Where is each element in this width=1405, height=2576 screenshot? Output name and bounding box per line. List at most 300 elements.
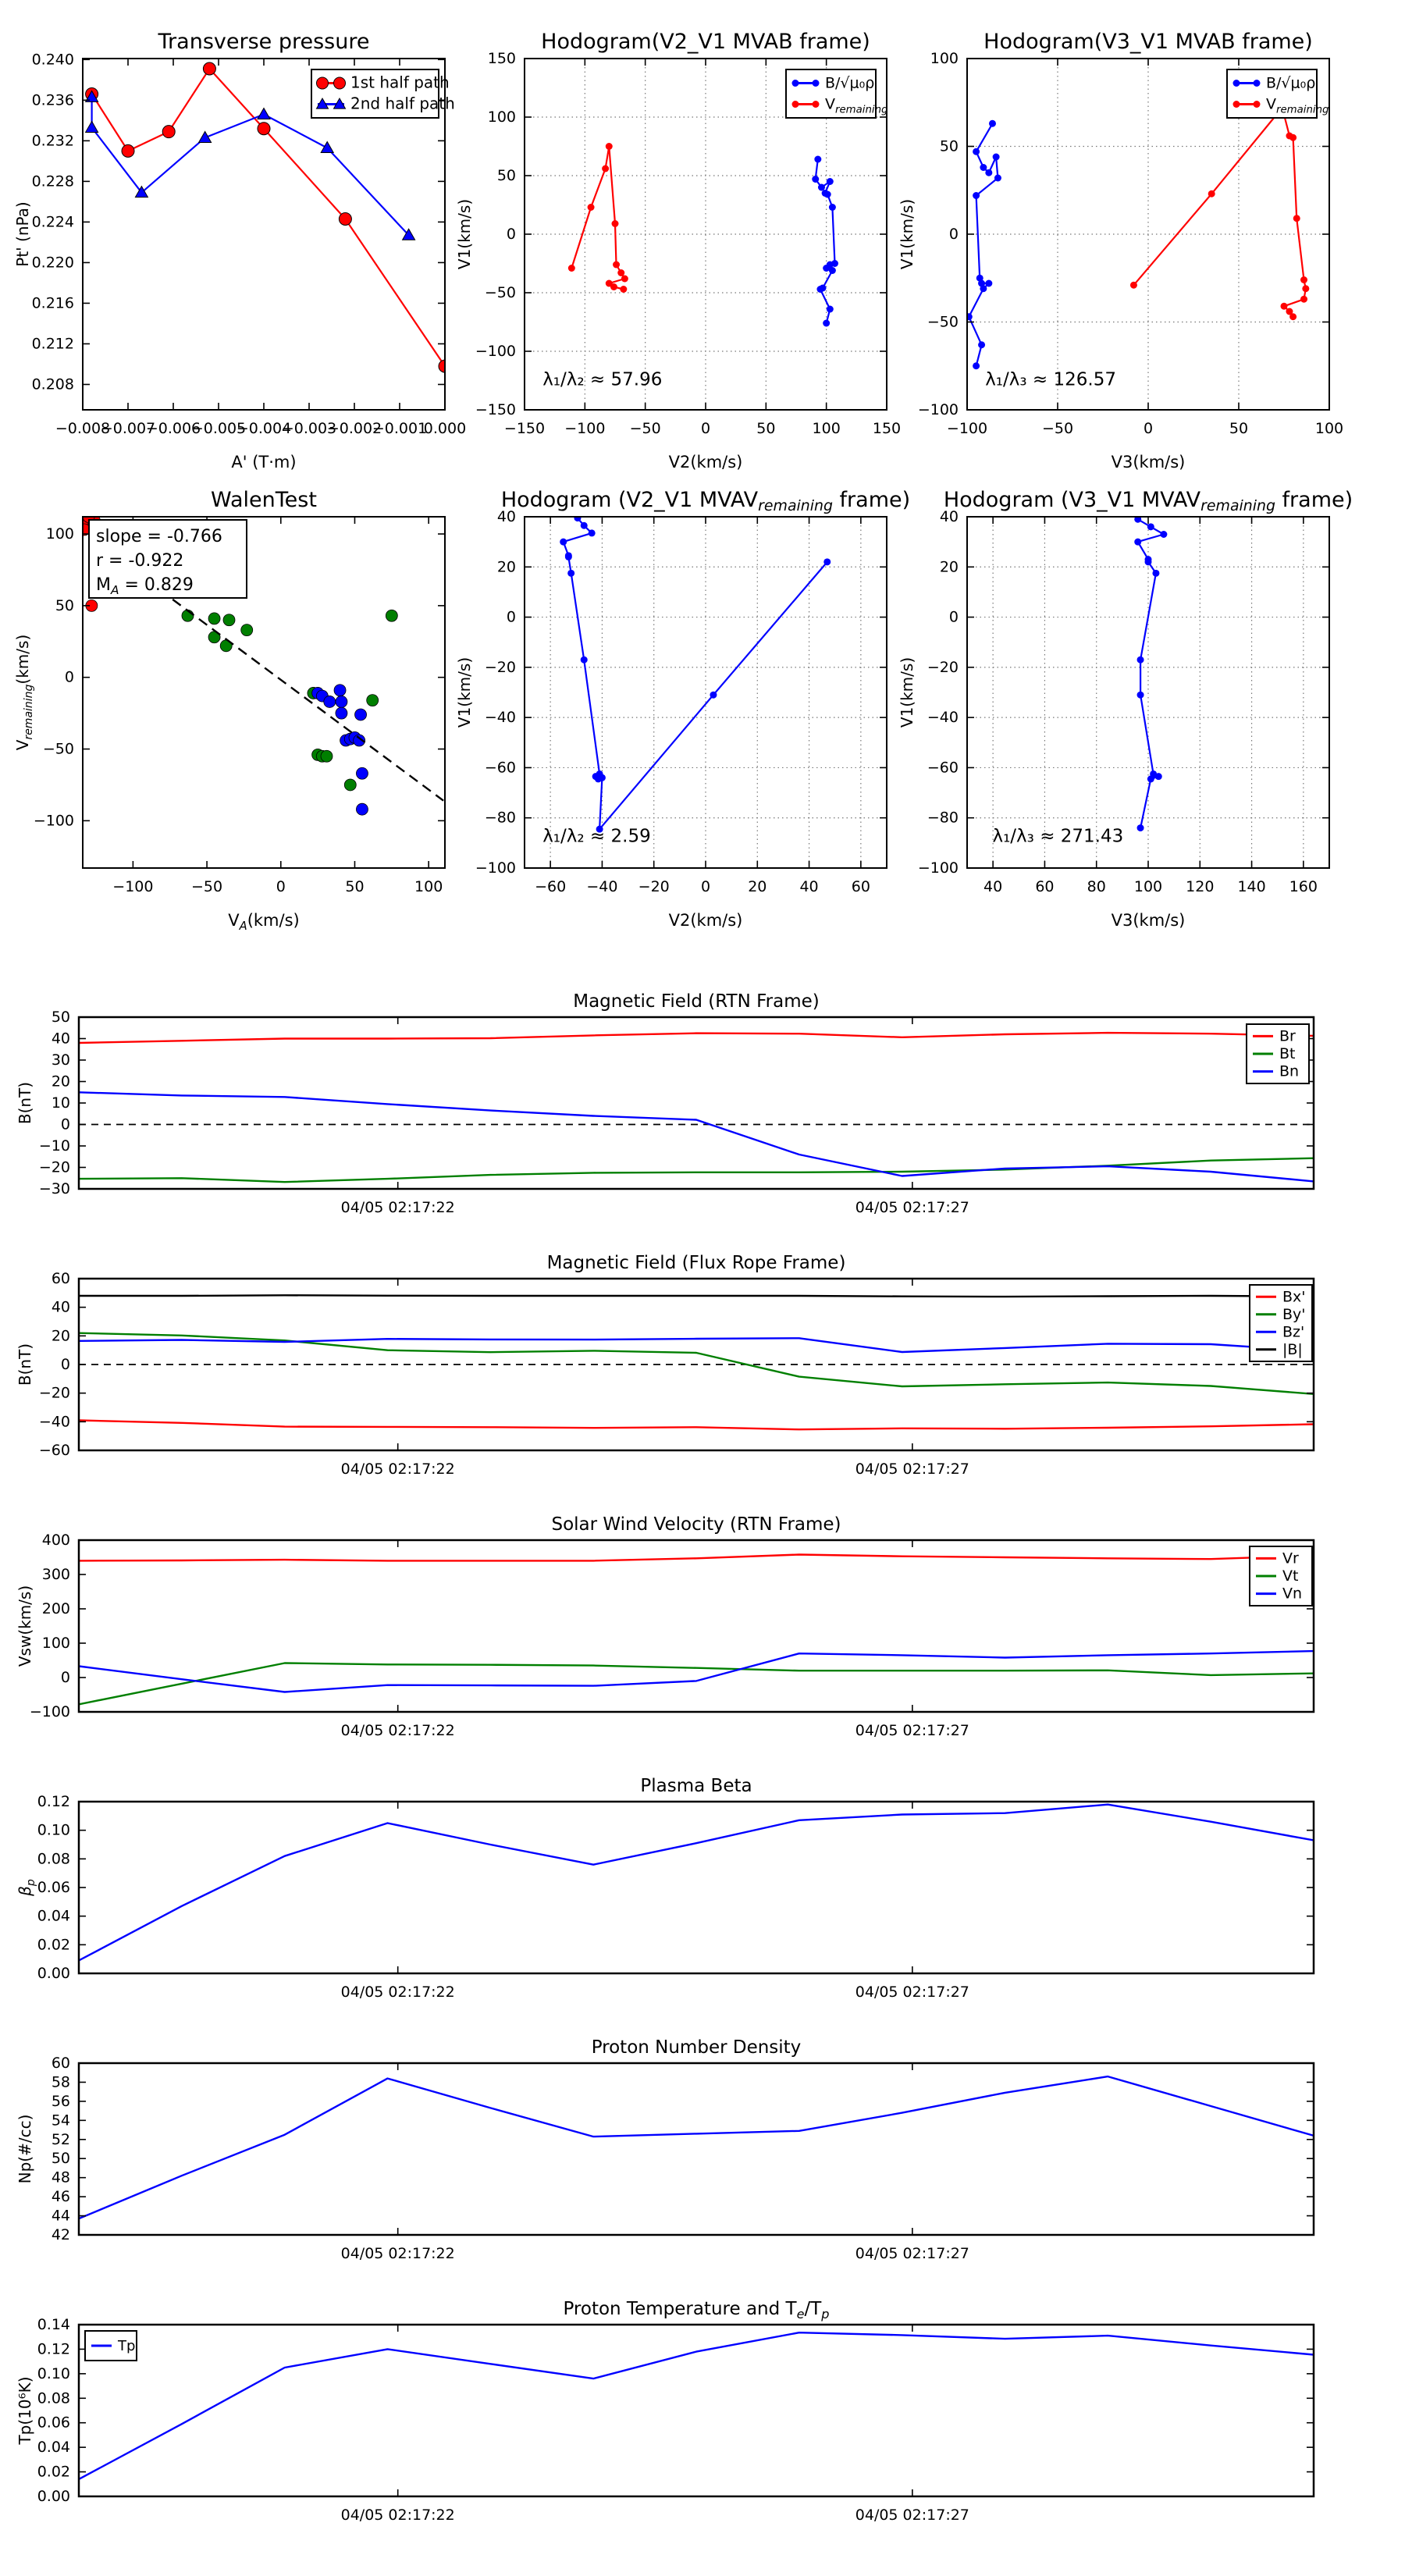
x-tick-label: −100	[946, 420, 988, 437]
x-tick-label: 100	[812, 420, 841, 437]
y-tick-label: 20	[51, 1327, 70, 1345]
y-tick-label: 0.02	[37, 1936, 70, 1954]
scatter-point	[208, 613, 220, 624]
annotation: λ₁/λ₃ ≈ 126.57	[985, 369, 1116, 390]
axes-frame	[79, 2063, 1314, 2235]
y-tick-label: 54	[51, 2112, 70, 2129]
y-tick-label: −150	[475, 401, 516, 418]
y-tick-label: −60	[38, 1442, 70, 1459]
legend-label: 1st half path	[350, 73, 450, 92]
y-tick-label: 150	[487, 50, 516, 67]
y-tick-label: −20	[484, 658, 516, 676]
x-tick-label: −50	[629, 420, 661, 437]
scatter-point	[336, 707, 347, 719]
data-point-marker	[602, 165, 609, 173]
chart-title: Hodogram(V3_V1 MVAB frame)	[984, 30, 1313, 54]
y-tick-label: 100	[930, 50, 959, 67]
y-tick-label: 0.14	[37, 2316, 70, 2333]
data-point-marker	[814, 156, 821, 163]
y-tick-label: 50	[496, 167, 516, 184]
y-tick-label: 0.06	[37, 2414, 70, 2432]
x-axis-label: V2(km/s)	[668, 453, 743, 471]
y-tick-label: 0.12	[37, 2340, 70, 2358]
y-tick-label: 44	[51, 2207, 70, 2225]
y-tick-label: −40	[38, 1413, 70, 1431]
x-tick-label: −100	[112, 878, 154, 895]
legend	[1227, 69, 1329, 118]
data-point-marker	[258, 109, 270, 119]
chart-title: Proton Temperature and $T_e/T_p$	[563, 2299, 830, 2322]
data-point-marker	[565, 553, 572, 560]
data-point-marker	[1289, 134, 1297, 141]
axes-frame	[79, 2325, 1314, 2496]
series-line	[79, 2332, 1314, 2479]
scatter-point	[336, 696, 347, 707]
y-tick-label: 0.212	[31, 335, 74, 353]
y-axis-label: Tp(10⁶K)	[16, 2376, 34, 2445]
data-point-marker	[122, 144, 134, 157]
axis-ticks	[475, 508, 887, 895]
axis-ticks	[39, 1270, 1314, 1478]
scatter-point	[344, 779, 356, 791]
data-point-marker	[973, 362, 980, 369]
legend	[1250, 1546, 1312, 1606]
y-tick-label: 0.240	[31, 51, 74, 69]
chart-title: Plasma Beta	[640, 1776, 752, 1796]
scatter-point	[223, 614, 235, 626]
y-tick-label: 0.224	[31, 213, 74, 231]
x-tick-label: −0.002	[326, 420, 382, 437]
data-point-marker	[203, 62, 215, 75]
data-point-marker	[258, 123, 270, 135]
data-point-marker	[823, 320, 830, 327]
data-point-marker	[816, 286, 823, 293]
data-point-marker	[1293, 215, 1300, 222]
data-point-marker	[567, 570, 574, 577]
legend-label: Vt	[1282, 1567, 1299, 1585]
data-point-marker	[1233, 80, 1240, 87]
x-tick-label: −40	[586, 878, 618, 895]
y-tick-label: −20	[38, 1158, 70, 1176]
x-tick-label: 04/05 02:17:27	[855, 1461, 969, 1478]
axis-ticks	[52, 2055, 1314, 2262]
series-Br	[79, 1033, 1314, 1043]
y-tick-label: −20	[927, 658, 959, 676]
y-tick-label: 20	[496, 558, 516, 576]
legend	[311, 69, 455, 118]
series-V-remaining-	[568, 143, 628, 293]
y-tick-label: 50	[51, 1009, 70, 1026]
data-point-marker	[818, 184, 825, 191]
legend-label: Vr	[1282, 1550, 1299, 1567]
chart-title: Solar Wind Velocity (RTN Frame)	[551, 1514, 841, 1535]
y-tick-label: 50	[55, 596, 74, 614]
y-tick-label: −100	[29, 1703, 70, 1720]
data-point-marker	[710, 692, 717, 699]
annotation: λ₁/λ₂ ≈ 2.59	[542, 826, 651, 847]
y-tick-label: 0.06	[37, 1879, 70, 1896]
legend-label: 2nd half path	[350, 94, 455, 113]
plot-data	[79, 1555, 1314, 1705]
data-point-marker	[581, 522, 588, 529]
y-tick-label: 0.232	[31, 132, 74, 150]
y-tick-label: −10	[38, 1137, 70, 1155]
x-tick-label: 150	[872, 420, 902, 437]
data-point-marker	[1155, 773, 1162, 780]
y-tick-label: 50	[51, 2150, 70, 2168]
data-point-marker	[617, 269, 624, 276]
x-tick-label: 04/05 02:17:22	[340, 1199, 455, 1216]
x-tick-label: −0.004	[236, 420, 292, 437]
scatter-point	[356, 767, 368, 779]
data-point-marker	[560, 539, 567, 546]
y-tick-label: −50	[484, 284, 516, 301]
chart-title: Hodogram (V3_V1 MVAVremaining frame)	[943, 488, 1353, 514]
series-Np	[79, 2076, 1314, 2218]
x-tick-label: −50	[1041, 420, 1074, 437]
y-axis-label: B(nT)	[16, 1343, 34, 1386]
x-axis-label: V3(km/s)	[1111, 911, 1186, 930]
x-tick-label: −60	[535, 878, 567, 895]
data-point-marker	[827, 306, 834, 313]
y-tick-label: 0	[64, 668, 74, 686]
y-tick-label: −30	[38, 1180, 70, 1197]
x-tick-label: 04/05 02:17:27	[855, 2245, 969, 2262]
series-Bn	[79, 1092, 1314, 1181]
y-axis-label: V1(km/s)	[898, 198, 916, 270]
y-tick-label: −100	[475, 343, 516, 360]
data-point-marker	[1147, 775, 1154, 782]
data-point-marker	[589, 529, 596, 536]
x-tick-label: 04/05 02:17:22	[340, 1722, 455, 1739]
scatter-point	[367, 695, 379, 706]
x-tick-label: 140	[1237, 878, 1266, 895]
x-tick-label: 04/05 02:17:22	[340, 1984, 455, 2001]
data-point-marker	[985, 280, 992, 287]
x-tick-label: 40	[799, 878, 819, 895]
series-beta-p	[79, 1805, 1314, 1961]
series-Vr	[79, 1555, 1314, 1561]
y-tick-label: 100	[41, 1635, 70, 1652]
scatter-point	[241, 624, 253, 636]
legend-label: $V_{remaining}$	[825, 95, 888, 116]
axes-frame	[79, 1017, 1314, 1189]
panel-proton-temperature	[16, 2299, 1314, 2524]
fit-line	[146, 580, 443, 801]
plot-data	[1134, 516, 1167, 831]
series-line	[79, 1295, 1314, 1297]
y-tick-label: 0	[60, 1115, 70, 1133]
series-line	[79, 1555, 1314, 1561]
x-tick-label: −0.003	[281, 420, 337, 437]
x-axis-label: A' (T·m)	[231, 453, 297, 471]
data-point-marker	[1160, 531, 1167, 538]
scatter-point	[334, 685, 346, 696]
data-point-marker	[829, 204, 836, 211]
plot-data	[966, 105, 1310, 370]
y-tick-label: −80	[927, 809, 959, 827]
x-tick-label: 100	[414, 878, 443, 895]
panel-hodogram-v3v1-mvav	[898, 488, 1353, 930]
data-point-marker	[1147, 523, 1154, 530]
y-tick-label: 0	[948, 608, 959, 626]
stats-line: r = -0.922	[96, 551, 184, 571]
data-point-marker	[1289, 313, 1297, 320]
data-point-marker	[823, 558, 831, 565]
data-point-marker	[1254, 80, 1261, 87]
y-tick-label: 0	[60, 1669, 70, 1686]
y-tick-label: −50	[927, 313, 959, 331]
y-tick-label: −100	[475, 859, 516, 877]
data-point-marker	[1137, 824, 1144, 831]
data-point-marker	[1137, 656, 1144, 664]
scatter-point	[355, 709, 367, 720]
y-tick-label: 0	[60, 1356, 70, 1373]
data-point-marker	[621, 276, 628, 283]
data-point-marker	[823, 265, 830, 272]
x-tick-label: 100	[1314, 420, 1344, 437]
x-axis-label: V3(km/s)	[1111, 453, 1186, 471]
y-axis-label: $V_{remaining}(km/s)$	[13, 634, 35, 751]
y-tick-label: 0.08	[37, 1850, 70, 1868]
y-tick-label: 0	[506, 608, 516, 626]
scatter-outward-points	[182, 610, 397, 791]
series-line	[79, 1092, 1314, 1181]
x-tick-label: 04/05 02:17:22	[340, 2507, 455, 2524]
series-line	[969, 123, 998, 366]
series-line	[79, 2076, 1314, 2218]
x-tick-label: 0	[1143, 420, 1154, 437]
panel-hodogram-v2v1-mvav	[455, 488, 910, 930]
legend-label: Tp	[118, 2338, 136, 2354]
data-point-marker	[1137, 692, 1144, 699]
stats-line: $M_A = 0.829$	[96, 575, 194, 597]
data-point-marker	[980, 285, 987, 292]
scatter-point	[356, 803, 368, 815]
stats-box	[89, 520, 247, 598]
x-tick-label: 04/05 02:17:22	[340, 2245, 455, 2262]
legend	[1247, 1024, 1309, 1083]
panel-proton-number-density	[16, 2037, 1314, 2262]
legend	[786, 69, 887, 118]
annotation: λ₁/λ₃ ≈ 271.43	[992, 826, 1124, 847]
y-tick-label: 0.00	[37, 2488, 70, 2505]
legend-label: Br	[1279, 1027, 1296, 1045]
x-tick-label: 04/05 02:17:27	[855, 1984, 969, 2001]
data-point-marker	[606, 143, 613, 150]
panel-magnetic-field-fluxrope	[16, 1253, 1314, 1478]
y-tick-label: 0.10	[37, 2364, 70, 2382]
y-tick-label: 40	[496, 508, 516, 525]
series-|B|	[79, 1295, 1314, 1297]
series-line	[1133, 108, 1305, 317]
data-point-marker	[813, 101, 820, 108]
axes-frame	[79, 1540, 1314, 1712]
data-point-marker	[978, 341, 985, 348]
series-Bt	[79, 1158, 1314, 1183]
data-point-marker	[813, 80, 820, 87]
panel-plasma-beta	[16, 1776, 1314, 2001]
legend-label: B/√μ₀ρ	[1266, 74, 1316, 92]
x-tick-label: 04/05 02:17:27	[855, 1199, 969, 1216]
y-tick-label: 50	[939, 137, 959, 155]
data-point-marker	[1208, 190, 1215, 197]
data-point-marker	[317, 77, 329, 89]
y-tick-label: 0.220	[31, 254, 74, 272]
chart-title: Hodogram (V2_V1 MVAVremaining frame)	[500, 488, 911, 514]
data-point-marker	[334, 77, 346, 89]
y-tick-label: 52	[51, 2130, 70, 2148]
data-point-marker	[1300, 296, 1307, 303]
data-point-marker	[588, 204, 595, 211]
x-tick-label: −0.008	[55, 420, 111, 437]
data-point-marker	[980, 164, 987, 171]
x-tick-label: −150	[503, 420, 546, 437]
y-tick-label: 40	[51, 1030, 70, 1048]
data-point-marker	[620, 286, 627, 293]
chart-title: Magnetic Field (RTN Frame)	[573, 991, 820, 1012]
plot-data	[568, 143, 838, 327]
chart-title: Hodogram(V2_V1 MVAB frame)	[541, 30, 870, 54]
x-tick-label: 0	[276, 878, 286, 895]
plot-data	[79, 1033, 1314, 1182]
x-axis-label: V2(km/s)	[668, 911, 743, 930]
scatter-point	[386, 610, 397, 621]
y-tick-label: 56	[51, 2092, 70, 2110]
data-point-marker	[993, 154, 1000, 161]
y-tick-label: 0.04	[37, 1907, 70, 1925]
y-tick-label: 20	[939, 558, 959, 576]
data-point-marker	[989, 120, 996, 127]
x-tick-label: 20	[748, 878, 767, 895]
y-tick-label: 0.04	[37, 2439, 70, 2457]
x-tick-label: 0.000	[423, 420, 467, 437]
data-point-marker	[792, 80, 799, 87]
data-point-marker	[1145, 558, 1152, 565]
y-tick-label: −50	[42, 740, 74, 758]
data-point-marker	[199, 131, 212, 142]
legend-label: |B|	[1282, 1340, 1303, 1358]
x-tick-label: 80	[1087, 878, 1106, 895]
panel-transverse-pressure	[13, 30, 466, 471]
annotation: λ₁/λ₂ ≈ 57.96	[542, 369, 663, 390]
chart-title: Proton Number Density	[591, 2037, 802, 2058]
y-axis-label: V1(km/s)	[898, 656, 916, 728]
chart-title: Transverse pressure	[158, 30, 370, 54]
x-tick-label: −0.001	[372, 420, 428, 437]
y-tick-label: −100	[917, 401, 959, 418]
plot-data	[79, 1295, 1314, 1429]
y-axis-label: Np(#/cc)	[16, 2114, 34, 2184]
series-Tp	[79, 2332, 1314, 2479]
y-tick-label: 40	[51, 1298, 70, 1316]
data-point-marker	[824, 191, 831, 198]
data-point-marker	[1254, 101, 1261, 108]
data-point-marker	[599, 774, 606, 781]
y-axis-label: Pt' (nPa)	[13, 201, 32, 267]
axis-ticks	[37, 2316, 1314, 2524]
plot-data	[79, 2076, 1314, 2218]
series-line	[564, 518, 827, 830]
y-tick-label: 42	[51, 2226, 70, 2243]
data-point-marker	[1130, 282, 1137, 289]
y-tick-label: 0.00	[37, 1965, 70, 1982]
series-Vt	[79, 1663, 1314, 1705]
data-point-marker	[1152, 570, 1159, 577]
x-tick-label: −50	[191, 878, 223, 895]
axis-ticks	[37, 1793, 1314, 2001]
y-tick-label: 0.216	[31, 294, 74, 312]
y-tick-label: 0	[948, 226, 959, 243]
y-tick-label: 10	[51, 1094, 70, 1112]
legend	[1250, 1285, 1312, 1361]
x-axis-label: $V_A(km/s)$	[228, 911, 300, 933]
series-line	[79, 1033, 1314, 1043]
grid	[525, 517, 887, 868]
y-tick-label: 0.02	[37, 2463, 70, 2481]
data-point-marker	[162, 126, 175, 138]
y-tick-label: 0.208	[31, 375, 74, 393]
y-tick-label: −100	[33, 812, 74, 830]
data-point-marker	[1302, 285, 1309, 292]
y-tick-label: −60	[484, 759, 516, 777]
y-tick-label: 100	[45, 525, 74, 543]
data-point-marker	[1233, 101, 1240, 108]
legend-label: Bt	[1279, 1045, 1296, 1062]
series-B-	[812, 156, 838, 327]
series-Bx'	[79, 1421, 1314, 1430]
legend-label: Bz'	[1282, 1323, 1305, 1341]
panel-hodogram-v2v1-mvab	[455, 30, 901, 471]
legend-label: B/√μ₀ρ	[825, 74, 875, 92]
data-point-marker	[827, 178, 834, 185]
series-V-remaining-	[1130, 105, 1309, 321]
plot-data	[560, 514, 831, 833]
x-tick-label: −0.007	[100, 420, 156, 437]
x-tick-label: 160	[1289, 878, 1318, 895]
y-tick-label: −60	[927, 759, 959, 777]
y-axis-label: Vsw(km/s)	[16, 1585, 34, 1667]
series-line	[79, 1158, 1314, 1183]
y-tick-label: 58	[51, 2073, 70, 2091]
series-B-	[966, 120, 1001, 370]
x-tick-label: 50	[1229, 420, 1249, 437]
y-tick-label: 0.10	[37, 1821, 70, 1839]
x-tick-label: 0	[700, 878, 711, 895]
x-tick-label: 100	[1133, 878, 1163, 895]
y-tick-label: −20	[38, 1384, 70, 1402]
data-point-marker	[581, 656, 588, 664]
y-tick-label: −80	[484, 809, 516, 827]
y-tick-label: 40	[939, 508, 959, 525]
y-tick-label: 200	[41, 1600, 70, 1617]
y-tick-label: 60	[51, 1270, 70, 1287]
y-tick-label: 300	[41, 1566, 70, 1583]
x-tick-label: 50	[345, 878, 365, 895]
chart-title: WalenTest	[211, 488, 317, 512]
panel-solar-wind-velocity	[16, 1514, 1314, 1739]
data-point-marker	[973, 148, 980, 155]
x-tick-label: 04/05 02:17:27	[855, 1722, 969, 1739]
y-tick-label: 48	[51, 2169, 70, 2186]
data-point-marker	[610, 283, 617, 290]
legend-label: Bx'	[1282, 1288, 1306, 1306]
x-tick-label: −0.005	[190, 420, 247, 437]
y-tick-label: 400	[41, 1532, 70, 1549]
data-point-marker	[321, 141, 333, 152]
data-point-marker	[574, 514, 581, 521]
data-point-marker	[1281, 303, 1288, 310]
